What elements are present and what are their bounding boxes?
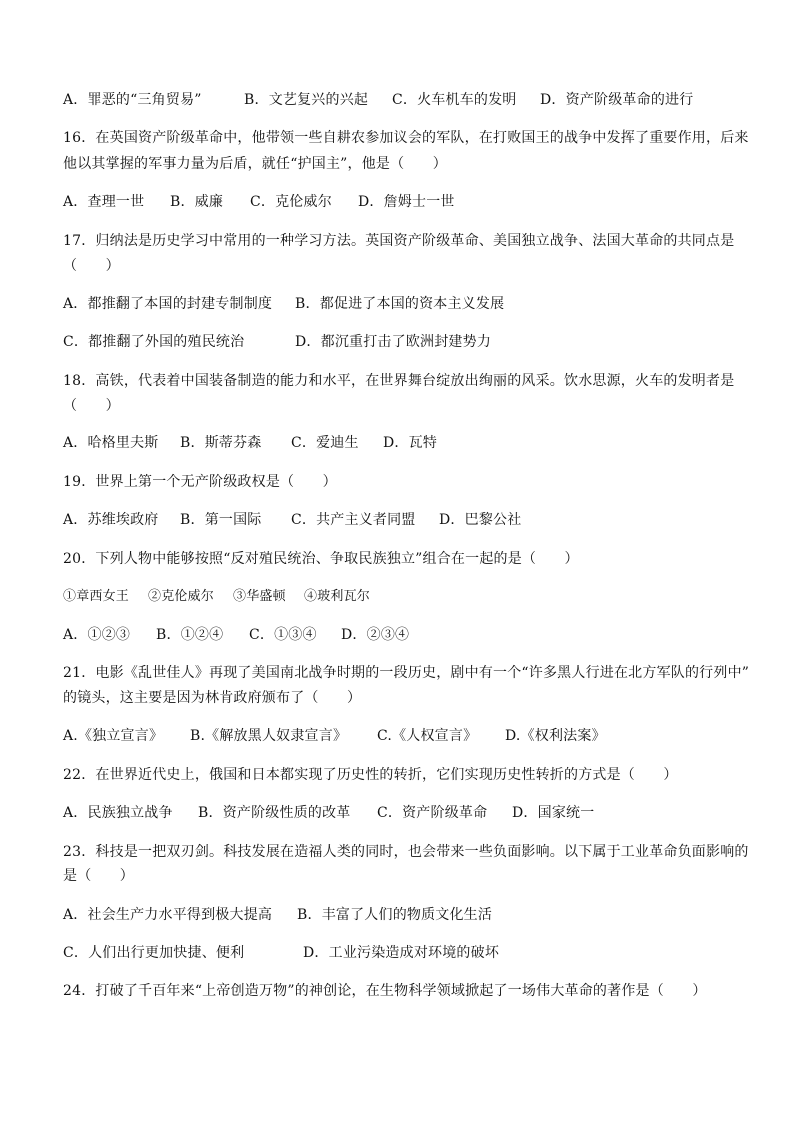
q21-option-c: C.《人权宣言》 [377, 728, 478, 744]
q20-item-2: ②克伦威尔 [148, 589, 215, 604]
q20-item-3: ③华盛顿 [233, 589, 286, 604]
q21-option-a: A.《独立宣言》 [63, 728, 164, 744]
q23-stem-line1: 23．科技是一把双刃剑。科技发展在造福人类的同时，也会带来一些负面影响。以下属于工业革命负面影响的 [63, 844, 749, 860]
q23-options-row1 [63, 905, 736, 925]
q20-options [63, 625, 736, 645]
q19-option-c: C．共产主义者同盟 [291, 512, 416, 528]
q21-stem-line2: 的镜头，这主要是因为林肯政府颁布了（ ） [63, 690, 362, 706]
q17-stem-line2: （ ） [63, 258, 120, 274]
q16-option-c: C．克伦威尔 [250, 194, 332, 210]
q18-option-c: C．爱迪生 [291, 435, 359, 451]
q22-stem: 22．在世界近代史上，俄国和日本都实现了历史性的转折，它们实现历史性转折的方式是（ ） [63, 767, 678, 783]
q21-option-b: B.《解放黑人奴隶宣言》 [190, 728, 348, 744]
q15-option-d: D．资产阶级革命的进行 [540, 92, 694, 108]
q21-options [63, 726, 736, 746]
q17-option-d: D．都沉重打击了欧洲封建势力 [295, 334, 492, 350]
q19-option-a: A．苏维埃政府 [63, 512, 159, 528]
q20-option-c: C．①③④ [249, 627, 317, 643]
q22-option-b: B．资产阶级性质的改革 [198, 805, 351, 821]
q18-option-b: B．斯蒂芬森 [180, 435, 262, 451]
q15-options [63, 90, 736, 110]
q18-options [63, 433, 736, 453]
q16-options [63, 192, 736, 212]
q17-option-a: A．都推翻了本国的封建专制制度 [63, 296, 273, 312]
q16-stem-line1: 16．在英国资产阶级革命中，他带领一些自耕农参加议会的军队，在打败国王的战争中发挥了重要作用，后来 [63, 130, 749, 146]
q23-option-a: A．社会生产力水平得到极大提高 [63, 907, 273, 923]
q23-stem-line2: 是（ ） [63, 868, 134, 884]
q17-option-c: C．都推翻了外国的殖民统治 [63, 334, 245, 350]
q16-option-b: B．威廉 [170, 194, 224, 210]
q23-options-row2 [63, 943, 736, 963]
q23-option-b: B．丰富了人们的物质文化生活 [297, 907, 493, 923]
q22-options [63, 803, 736, 823]
q18-option-d: D．瓦特 [383, 435, 438, 451]
q23-option-d: D．工业污染造成对环境的破坏 [303, 945, 500, 961]
q22-option-a: A．民族独立战争 [63, 805, 173, 821]
q16-option-d: D．詹姆士一世 [358, 194, 455, 210]
q15-option-a: A．罪恶的“三角贸易” [63, 92, 202, 108]
q18-stem-line1: 18．高铁，代表着中国装备制造的能力和水平，在世界舞台绽放出绚丽的风采。饮水思源，火车的发明者是 [63, 373, 735, 389]
q20-option-d: D．②③④ [341, 627, 410, 643]
q17-options-row1 [63, 294, 736, 314]
q20-stem: 20．下列人物中能够按照“反对殖民统治、争取民族独立”组合在一起的是（ ） [63, 551, 579, 567]
q16-option-a: A．查理一世 [63, 194, 145, 210]
q19-option-d: D．巴黎公社 [439, 512, 522, 528]
q23-option-c: C．人们出行更加快捷、便利 [63, 945, 245, 961]
q22-option-c: C．资产阶级革命 [377, 805, 488, 821]
q15-option-b: B．文艺复兴的兴起 [244, 92, 369, 108]
q17-option-b: B．都促进了本国的资本主义发展 [295, 296, 505, 312]
q24-stem: 24．打破了千百年来“上帝创造万物”的神创论，在生物科学领域掀起了一场伟大革命的著作是（ ） [63, 983, 707, 999]
q17-options-row2 [63, 332, 736, 352]
q19-option-b: B．第一国际 [180, 512, 262, 528]
q20-items [63, 587, 736, 607]
q17-stem-line1: 17．归纳法是历史学习中常用的一种学习方法。英国资产阶级革命、美国独立战争、法国大革命的共同点是 [63, 233, 735, 249]
q22-option-d: D．国家统一 [512, 805, 595, 821]
q15-option-c: C．火车机车的发明 [392, 92, 517, 108]
q21-stem-line1: 21．电影《乱世佳人》再现了美国南北战争时期的一段历史，剧中有一个“许多黑人行进在北方军队的行列中” [63, 665, 750, 681]
q19-options [63, 510, 736, 530]
q19-stem: 19．世界上第一个无产阶级政权是（ ） [63, 474, 337, 490]
q20-item-4: ④玻利瓦尔 [304, 589, 371, 604]
q21-option-d: D.《权利法案》 [505, 728, 606, 744]
q18-stem-line2: （ ） [63, 398, 120, 414]
q16-stem-line2: 他以其掌握的军事力量为后盾，就任“护国主”，他是（ ） [63, 156, 447, 172]
q18-option-a: A．哈格里夫斯 [63, 435, 159, 451]
q20-item-1: ①章西女王 [63, 589, 130, 604]
q20-option-a: A．①②③ [63, 627, 131, 643]
q20-option-b: B．①②④ [156, 627, 224, 643]
